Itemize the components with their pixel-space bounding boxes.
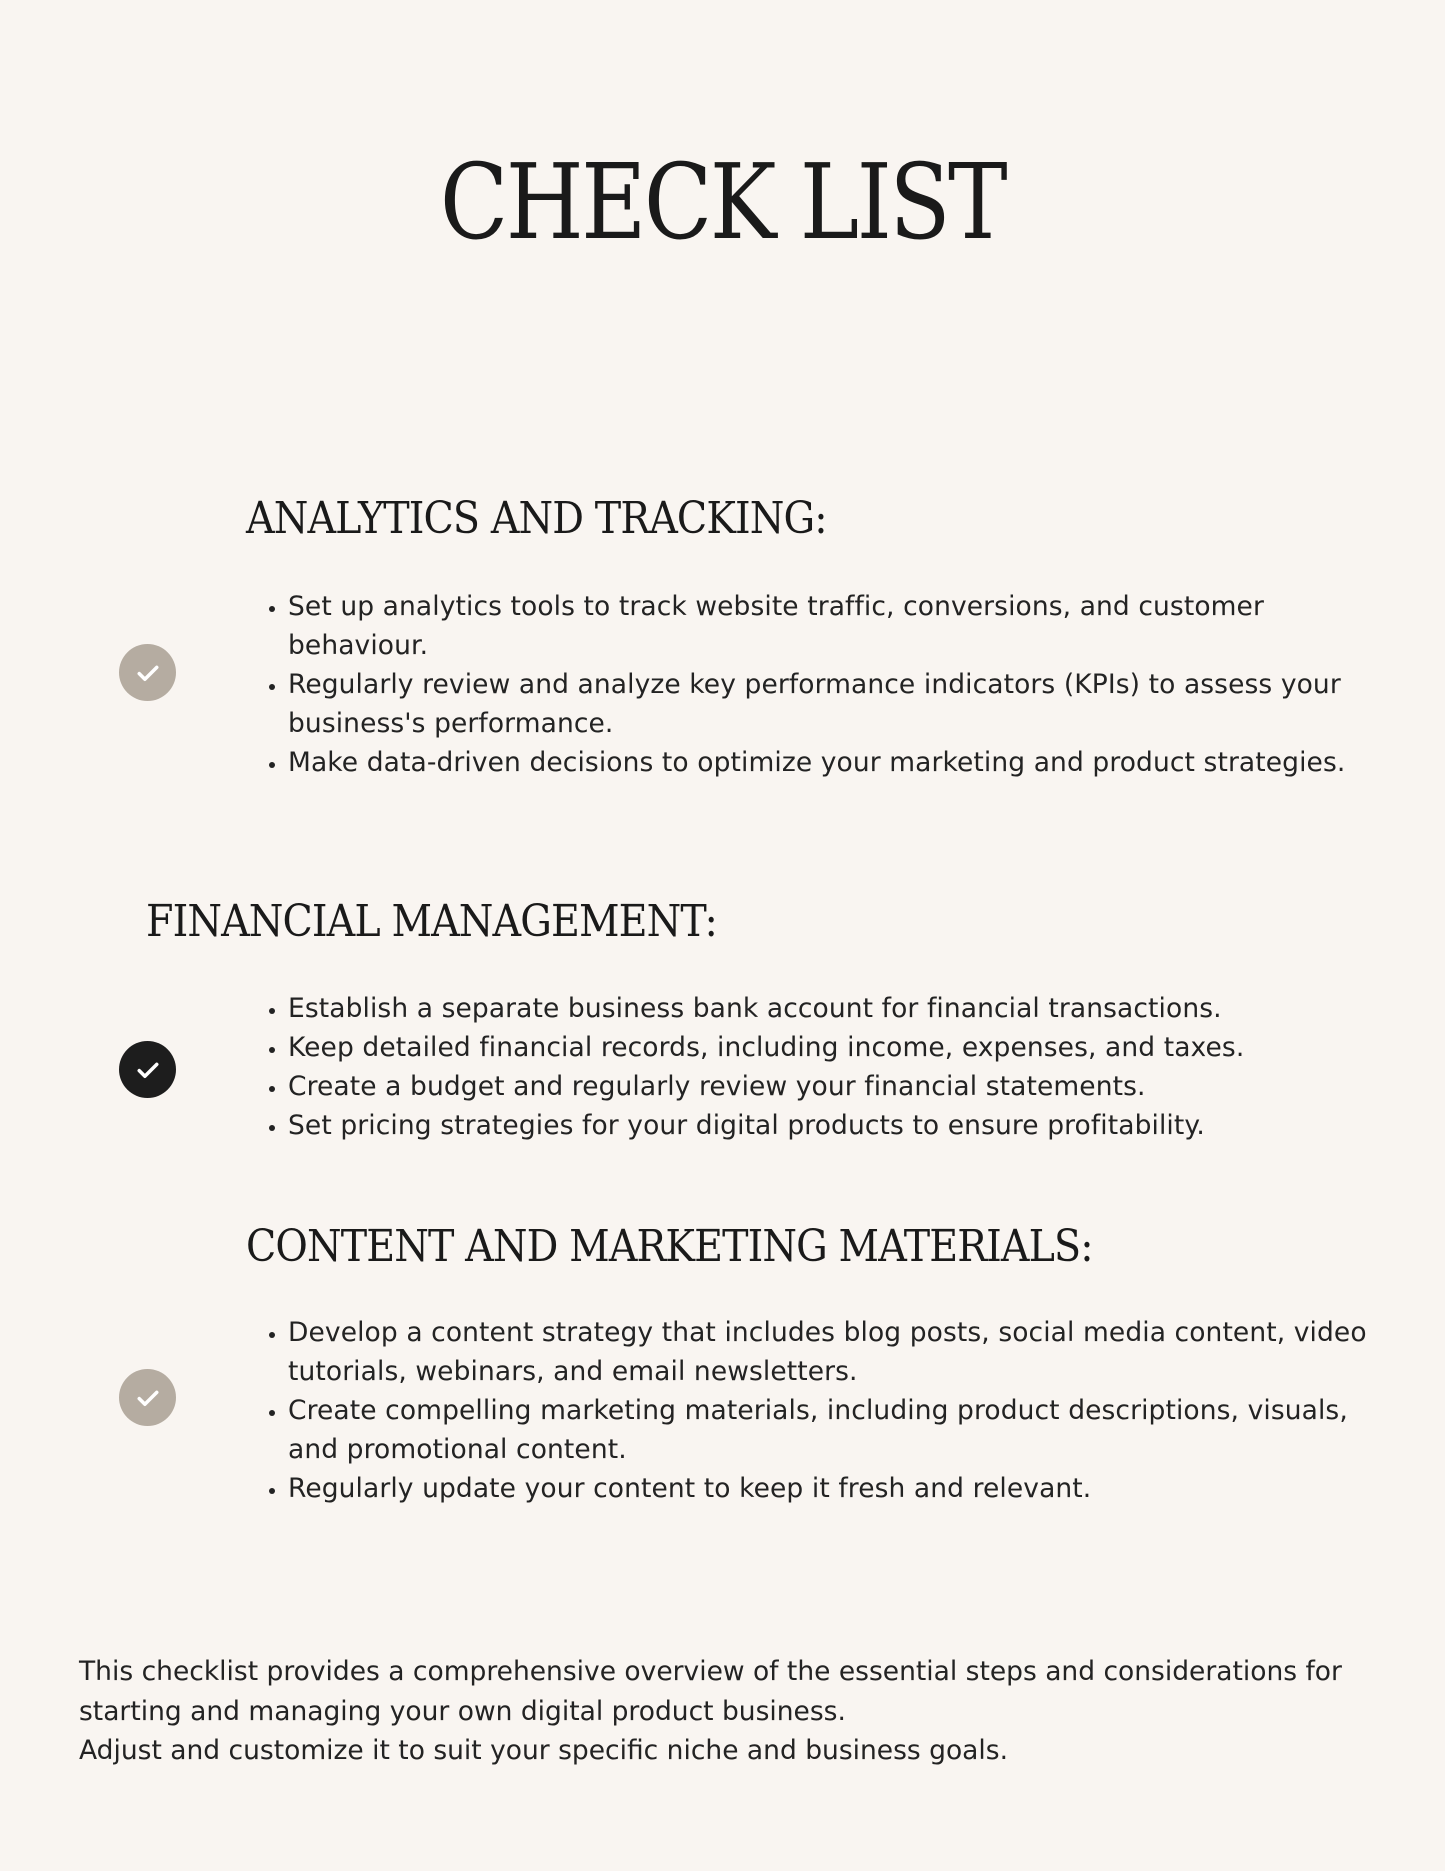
list-item: • Create compelling marketing materials, including product descriptions, visuals, and promotional content. <box>288 1391 1398 1469</box>
section-heading-content: CONTENT AND MARKETING MATERIALS: <box>246 1221 1093 1272</box>
footer-note <box>79 1652 1399 1771</box>
list-item: • Establish a separate business bank account for financial transactions. <box>288 989 1398 1028</box>
check-circle-icon <box>119 1041 176 1098</box>
page-title: CHECK LIST <box>439 141 1006 263</box>
footer-line: Adjust and customize it to suit your specific niche and business goals. <box>79 1735 1008 1766</box>
list-item: • Regularly review and analyze key performance indicators (KPIs) to assess your business's performance. <box>288 665 1398 743</box>
footer-line: This checklist provides a comprehensive overview of the essential steps and considerations for starting and managing your own digital product business. <box>79 1656 1342 1727</box>
section-heading-financial: FINANCIAL MANAGEMENT: <box>146 896 717 947</box>
list-item: • Set up analytics tools to track website traffic, conversions, and customer behaviour. <box>288 587 1398 665</box>
analytics-list <box>245 587 1398 782</box>
financial-list <box>245 989 1398 1145</box>
list-item: • Make data-driven decisions to optimize your marketing and product strategies. <box>288 743 1398 782</box>
check-circle-icon <box>119 644 176 701</box>
check-circle-icon <box>119 1369 176 1426</box>
list-item: • Keep detailed financial records, including income, expenses, and taxes. <box>288 1028 1398 1067</box>
section-heading-analytics: ANALYTICS AND TRACKING: <box>246 493 827 544</box>
list-item: • Regularly update your content to keep it fresh and relevant. <box>288 1469 1398 1508</box>
check-icon <box>133 658 163 688</box>
list-item: • Develop a content strategy that includes blog posts, social media content, video tutorials, webinars, and email newsletters. <box>288 1313 1398 1391</box>
list-item: • Create a budget and regularly review your financial statements. <box>288 1067 1398 1106</box>
check-icon <box>133 1383 163 1413</box>
check-icon <box>133 1055 163 1085</box>
content-list <box>245 1313 1398 1508</box>
list-item: • Set pricing strategies for your digital products to ensure profitability. <box>288 1106 1398 1145</box>
